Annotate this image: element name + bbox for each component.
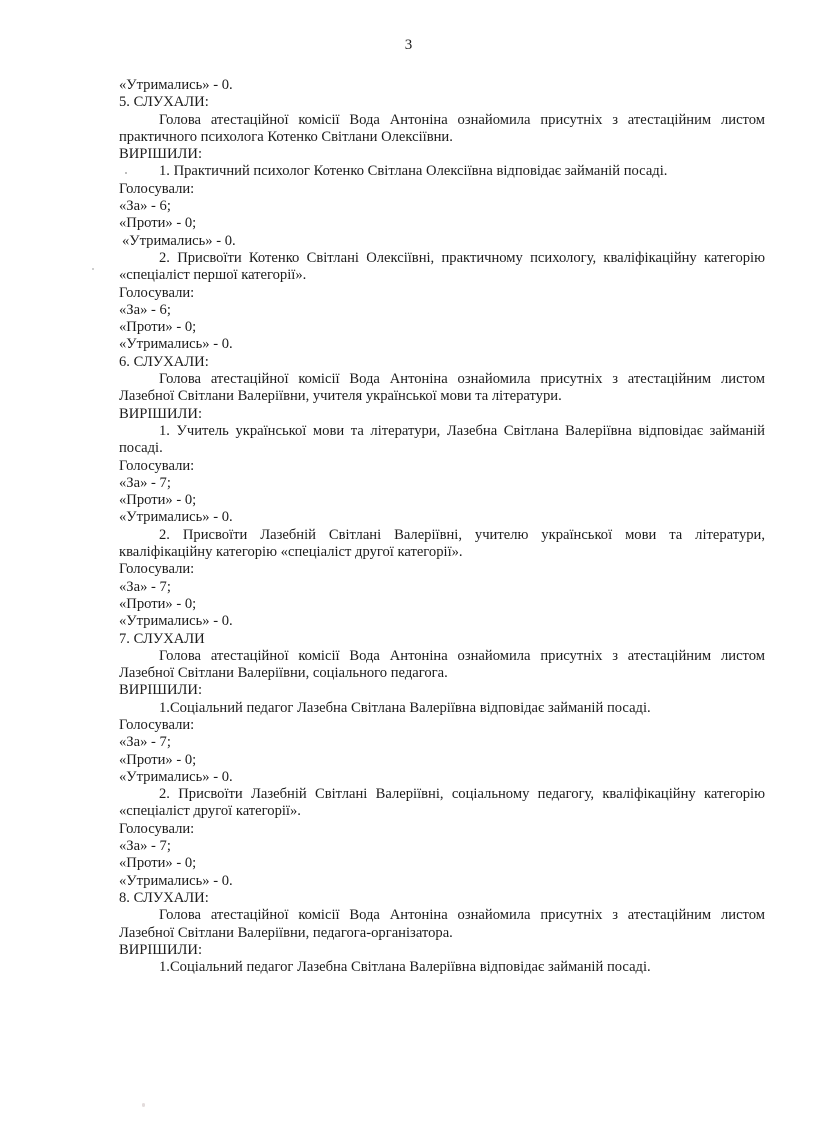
vote-for: «За» - 6; <box>119 301 171 318</box>
vote-for: «За» - 7; <box>119 578 171 595</box>
vote-against: «Проти» - 0; <box>119 751 197 768</box>
voted-label: Голосували: <box>119 716 195 733</box>
decided-label: ВИРІШИЛИ: <box>119 941 203 958</box>
vote-against: «Проти» - 0; <box>119 319 197 336</box>
section-5 <box>119 94 765 353</box>
decision-text: 1. Практичний психолог Котенко Світлана Олексіївна відповідає займаній посаді. <box>159 163 668 180</box>
vote-against: «Проти» - 0; <box>119 215 197 232</box>
voted-label: Голосували: <box>119 561 195 578</box>
vote-abstained: «Утримались» - 0. <box>119 872 233 889</box>
voted-label: Голосували: <box>119 457 195 474</box>
voted-label: Голосували: <box>119 284 195 301</box>
decision-text: 1.Соціальний педагог Лазебна Світлана Валеріївна відповідає займаній посаді. <box>159 699 651 716</box>
heard-text: Голова атестаційної комісії Вода Антоніна ознайомила присутніх з атестаційним листом Лазебної Світлани Валеріївни, учителя української мови та літератури. <box>119 371 765 405</box>
page-number: 3 <box>404 37 413 53</box>
vote-for: «За» - 7; <box>119 734 171 751</box>
section-heading: 6. СЛУХАЛИ: <box>119 353 209 370</box>
decided-label: ВИРІШИЛИ: <box>119 405 203 422</box>
heard-text: Голова атестаційної комісії Вода Антоніна ознайомила присутніх з атестаційним листом Лазебної Світлани Валеріївни, педагога-організатора. <box>119 907 765 941</box>
vote-for: «За» - 7; <box>119 838 171 855</box>
vote-against: «Проти» - 0; <box>119 595 197 612</box>
vote-abstained: «Утримались» - 0. <box>119 613 233 630</box>
scan-speck <box>142 1103 145 1107</box>
vote-for: «За» - 6; <box>119 198 171 215</box>
vote-abstained: «Утримались» - 0. <box>119 509 233 526</box>
decision-text: 2. Присвоїти Лазебній Світлані Валеріївні, учителю української мови та літератури, кваліфікаційну категорію «спеціаліст другої категорії». <box>119 526 765 561</box>
section-heading: 8. СЛУХАЛИ: <box>119 889 209 906</box>
heard-text: Голова атестаційної комісії Вода Антоніна ознайомила присутніх з атестаційним листом Лазебної Світлани Валеріївни, соціального педагога. <box>119 647 765 682</box>
section-heading: 5. СЛУХАЛИ: <box>119 94 209 111</box>
heard-text: Голова атестаційної комісії Вода Антоніна ознайомила присутніх з атестаційним листом практичного психолога Котенко Світлани Олексіївни. <box>119 111 765 145</box>
decided-label: ВИРІШИЛИ: <box>119 146 203 163</box>
vote-abstained: «Утримались» - 0. <box>119 77 233 93</box>
decision-text: 2. Присвоїти Котенко Світлані Олексіївні, практичному психологу, кваліфікаційну категорію «спеціаліст першої категорії». <box>119 249 765 284</box>
scan-speck <box>125 172 127 174</box>
voted-label: Голосували: <box>119 180 195 197</box>
vote-abstained: «Утримались» - 0. <box>119 336 233 353</box>
decision-text: 2. Присвоїти Лазебній Світлані Валеріївні, соціальному педагогу, кваліфікаційну категорію «спеціаліст другої категорії». <box>119 786 765 820</box>
scan-speck <box>92 268 94 270</box>
section-6 <box>119 354 765 631</box>
document-body <box>119 77 765 976</box>
voted-label: Голосували: <box>119 820 195 837</box>
section-8 <box>119 890 765 976</box>
vote-against: «Проти» - 0; <box>119 492 197 509</box>
decided-label: ВИРІШИЛИ: <box>119 682 203 699</box>
vote-abstained: «Утримались» - 0. <box>119 768 233 785</box>
section-heading: 7. СЛУХАЛИ <box>119 630 205 647</box>
vote-abstained: «Утримались» - 0. <box>122 232 236 249</box>
decision-text: 1.Соціальний педагог Лазебна Світлана Валеріївна відповідає займаній посаді. <box>159 959 651 976</box>
section-7 <box>119 631 765 890</box>
decision-text: 1. Учитель української мови та літератури, Лазебна Світлана Валеріївна відповідає займаній посаді. <box>119 422 765 457</box>
vote-for: «За» - 7; <box>119 474 171 491</box>
vote-against: «Проти» - 0; <box>119 855 197 872</box>
